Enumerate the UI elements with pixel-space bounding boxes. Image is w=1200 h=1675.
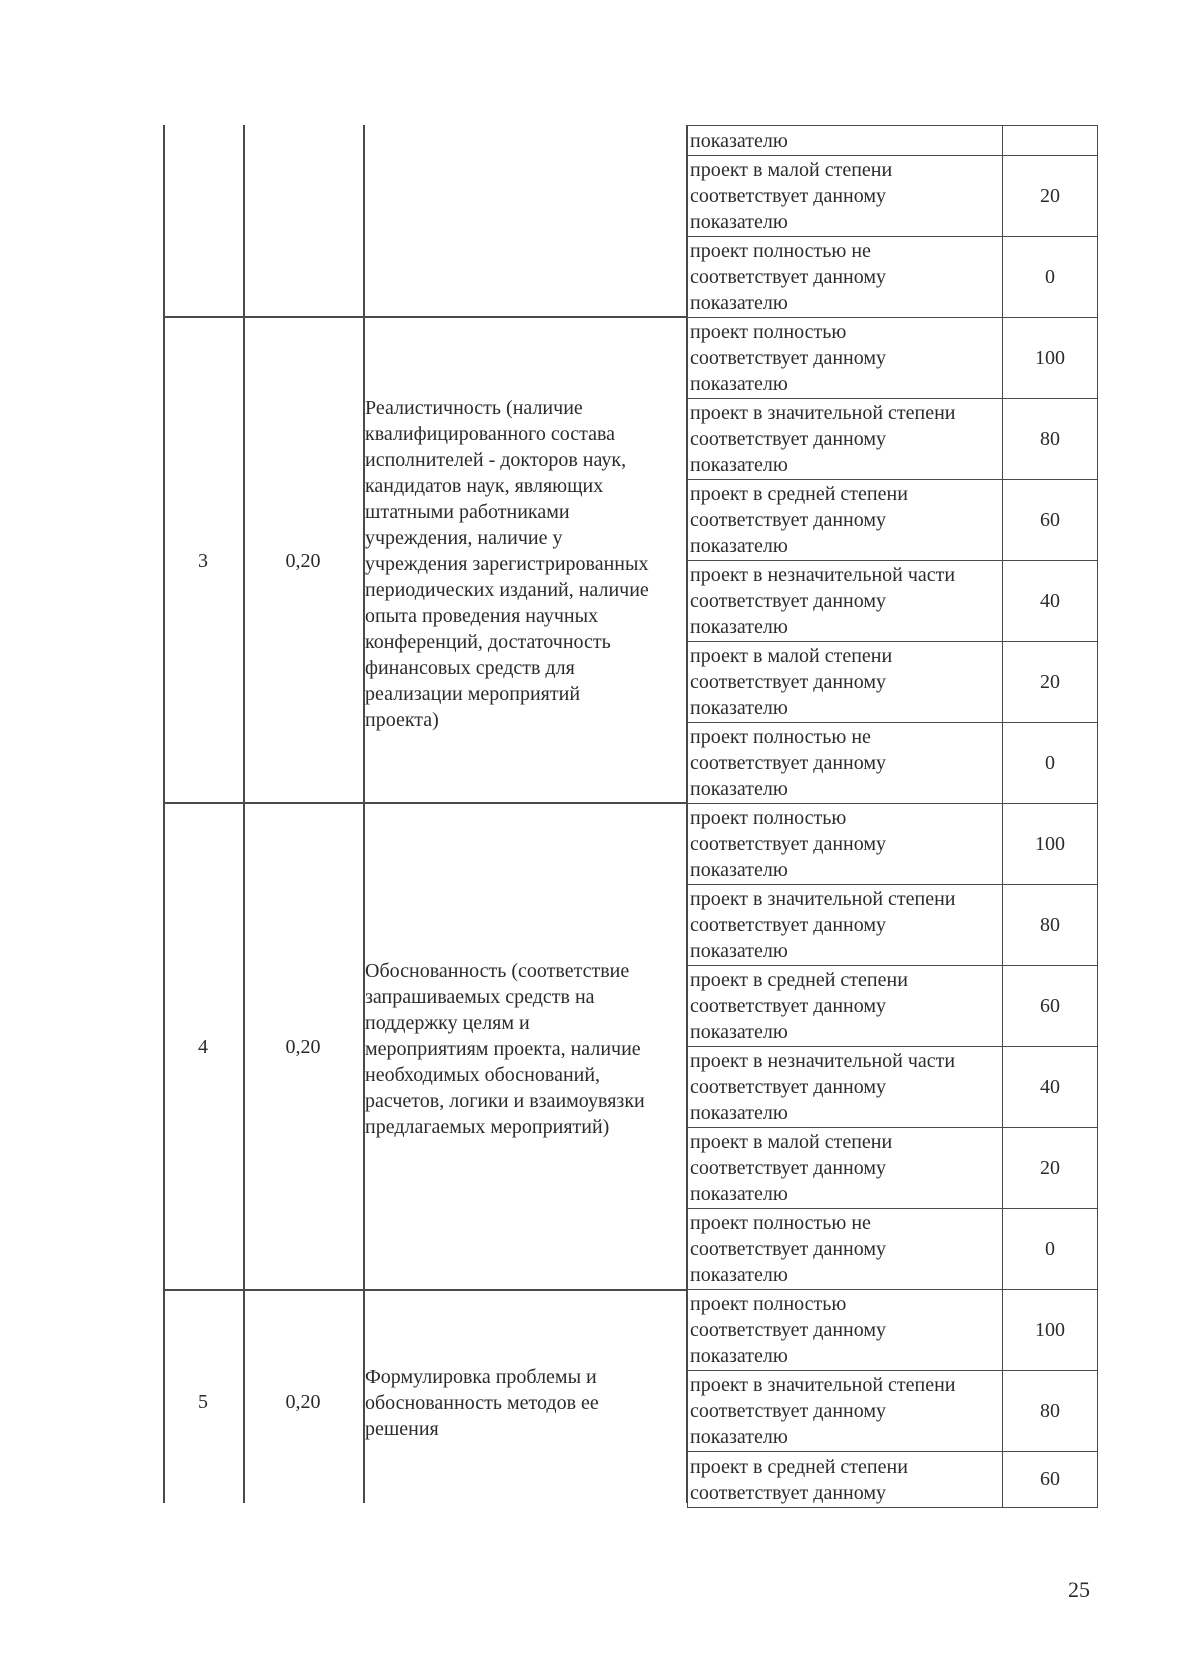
criterion-score: 80 xyxy=(1003,399,1098,480)
table-row xyxy=(688,561,1098,642)
table-row xyxy=(688,126,1098,156)
table-row xyxy=(688,804,1098,885)
criterion-score: 60 xyxy=(1003,480,1098,561)
criterion-text: проект в значительной степени соответствует данному показателю xyxy=(688,1371,1003,1452)
table-row xyxy=(688,723,1098,804)
criterion-score: 60 xyxy=(1003,1452,1098,1508)
criterion-score: 0 xyxy=(1003,723,1098,804)
table-row xyxy=(688,399,1098,480)
criterion-score: 80 xyxy=(1003,885,1098,966)
section-divider-4 xyxy=(163,802,687,804)
table-row xyxy=(688,480,1098,561)
table-border-num-weight xyxy=(243,125,245,1503)
table-row xyxy=(688,1047,1098,1128)
criterion-score: 20 xyxy=(1003,642,1098,723)
criterion-text: проект в значительной степени соответствует данному показателю xyxy=(688,399,1003,480)
criterion-text: проект в незначительной части соответствует данному показателю xyxy=(688,561,1003,642)
table-row xyxy=(688,318,1098,399)
criterion-text: проект полностью соответствует данному показателю xyxy=(688,318,1003,399)
section-3-description: Реалистичность (наличие квалифицированного состава исполнителей - докторов наук, кандидатов наук, являющих штатными работниками учреждения, наличие у учреждения зарегистрированных периодических изданий, наличие опыта проведения научных конференций, достаточность финансовых средств для реализации мероприятий проекта) xyxy=(365,397,649,731)
table-row xyxy=(688,1371,1098,1452)
table-row xyxy=(688,156,1098,237)
criterion-score: 40 xyxy=(1003,1047,1098,1128)
section-5-weight: 0,20 xyxy=(285,1391,321,1413)
criteria-table xyxy=(687,125,1098,1508)
page-number: 25 xyxy=(1068,1577,1090,1602)
section-divider-3 xyxy=(163,316,687,318)
criterion-score: 0 xyxy=(1003,237,1098,318)
criterion-text: проект в средней степени соответствует данному xyxy=(688,1452,1003,1508)
criterion-text: проект полностью соответствует данному показателю xyxy=(688,804,1003,885)
section-5-number: 5 xyxy=(198,1391,208,1413)
criterion-score: 0 xyxy=(1003,1209,1098,1290)
criterion-score: 20 xyxy=(1003,156,1098,237)
criterion-text: проект в средней степени соответствует данному показателю xyxy=(688,966,1003,1047)
section-4-number: 4 xyxy=(198,1036,208,1058)
section-4-weight: 0,20 xyxy=(285,1036,321,1058)
criterion-text: проект полностью не соответствует данному показателю xyxy=(688,1209,1003,1290)
table-row xyxy=(688,1209,1098,1290)
table-row xyxy=(688,1452,1098,1508)
criterion-score xyxy=(1003,126,1098,156)
criterion-text: проект в средней степени соответствует данному показателю xyxy=(688,480,1003,561)
section-3-number: 3 xyxy=(198,550,208,572)
section-divider-5 xyxy=(163,1289,687,1291)
criterion-score: 20 xyxy=(1003,1128,1098,1209)
table-row xyxy=(688,1290,1098,1371)
table-border-weight-desc xyxy=(363,125,365,1503)
criterion-score: 60 xyxy=(1003,966,1098,1047)
table-row xyxy=(688,237,1098,318)
criterion-score: 80 xyxy=(1003,1371,1098,1452)
criterion-text: проект полностью соответствует данному показателю xyxy=(688,1290,1003,1371)
criterion-score: 100 xyxy=(1003,318,1098,399)
table-row xyxy=(688,642,1098,723)
section-4-description: Обоснованность (соответствие запрашиваемых средств на поддержку целям и мероприятиям проекта, наличие необходимых обоснований, расчетов, логики и взаимоувязки предлагаемых мероприятий) xyxy=(365,960,645,1138)
criterion-text: проект в малой степени соответствует данному показателю xyxy=(688,642,1003,723)
criterion-text: проект полностью не соответствует данному показателю xyxy=(688,237,1003,318)
criterion-score: 100 xyxy=(1003,1290,1098,1371)
section-5-description: Формулировка проблемы и обоснованность методов ее решения xyxy=(365,1366,599,1440)
criterion-text: проект в малой степени соответствует данному показателю xyxy=(688,1128,1003,1209)
criterion-text: проект в незначительной части соответствует данному показателю xyxy=(688,1047,1003,1128)
table-row xyxy=(688,966,1098,1047)
table-border-left xyxy=(163,125,165,1503)
criterion-text: проект в значительной степени соответствует данному показателю xyxy=(688,885,1003,966)
criterion-score: 100 xyxy=(1003,804,1098,885)
table-row xyxy=(688,885,1098,966)
section-3-weight: 0,20 xyxy=(285,550,321,572)
criterion-text: проект в малой степени соответствует данному показателю xyxy=(688,156,1003,237)
table-row xyxy=(688,1128,1098,1209)
criterion-score: 40 xyxy=(1003,561,1098,642)
criterion-text: проект полностью не соответствует данному показателю xyxy=(688,723,1003,804)
criterion-text: показателю xyxy=(688,126,1003,156)
